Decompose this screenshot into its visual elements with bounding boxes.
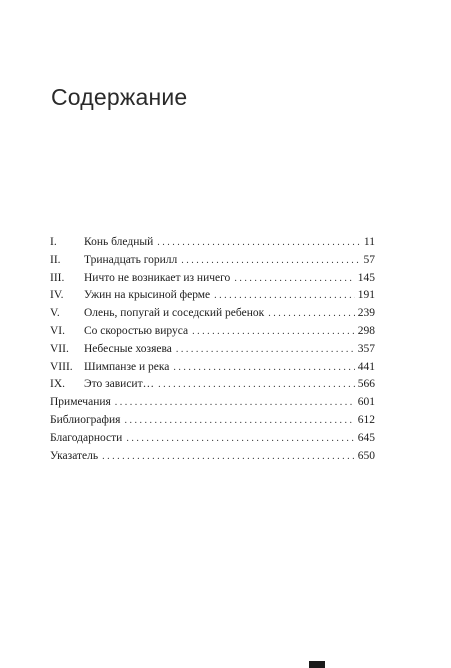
chapter-number: VII. (50, 342, 69, 355)
chapter-number: VIII. (50, 360, 73, 373)
toc-entry (50, 252, 375, 270)
chapter-title: Небесные хозяева (84, 342, 172, 355)
chapter-number: II. (50, 253, 61, 266)
page-number: 612 (357, 413, 375, 426)
page-edge-mark (309, 661, 325, 668)
chapter-number: IX. (50, 378, 66, 391)
dot-leader (124, 412, 354, 430)
page-number: 145 (357, 271, 375, 284)
dot-leader (181, 252, 360, 270)
page-title: Содержание (51, 84, 188, 110)
page-number: 11 (363, 236, 375, 248)
dot-leader (173, 359, 354, 377)
chapter-number: V. (50, 307, 60, 320)
page-number: 645 (357, 431, 375, 444)
toc-entry (50, 376, 375, 394)
page-number: 298 (357, 324, 375, 337)
page-number: 191 (357, 289, 375, 302)
page-number: 601 (357, 396, 375, 409)
chapter-number: III. (50, 271, 65, 284)
dot-leader (176, 341, 355, 359)
chapter-number: I. (50, 236, 57, 248)
toc-entry (50, 341, 375, 359)
page-number: 357 (357, 342, 375, 355)
chapter-title: Ужин на крысиной ферме (84, 289, 211, 302)
section-title: Указатель (50, 449, 99, 462)
table-of-contents (50, 234, 375, 465)
dot-leader (157, 234, 361, 252)
dot-leader (268, 305, 355, 323)
chapter-title: Шимпанзе и река (84, 360, 170, 373)
chapter-title: Ничто не возникает из ничего (84, 271, 231, 284)
toc-entry (50, 305, 375, 323)
dot-leader (214, 287, 355, 305)
page-number: 441 (357, 360, 375, 373)
section-title: Благодарности (50, 431, 123, 444)
toc-entry (50, 323, 375, 341)
toc-entry-notes (50, 394, 375, 412)
chapter-title: Со скоростью вируса (84, 324, 189, 337)
toc-entry-bibliography (50, 412, 375, 430)
section-title: Библиография (50, 413, 121, 426)
dot-leader (115, 394, 355, 412)
page-number: 239 (357, 307, 375, 320)
chapter-number: VI. (50, 324, 66, 337)
dot-leader (158, 376, 355, 394)
page-number: 566 (357, 378, 375, 391)
toc-entry (50, 234, 375, 252)
toc-entry (50, 287, 375, 305)
toc-entry (50, 270, 375, 288)
chapter-title: Олень, попугай и соседский ребенок (84, 307, 265, 320)
page-number: 650 (357, 449, 375, 462)
chapter-title: Это зависит… (84, 378, 155, 391)
toc-entry-index (50, 448, 375, 466)
dot-leader (192, 323, 355, 341)
section-title: Примечания (50, 396, 111, 409)
toc-entry-acknowledgements (50, 430, 375, 448)
chapter-number: IV. (50, 289, 64, 302)
page-number: 57 (363, 253, 375, 266)
chapter-title: Конь бледный (84, 236, 154, 248)
toc-entry (50, 359, 375, 377)
chapter-title: Тринадцать горилл (84, 253, 178, 266)
dot-leader (234, 270, 354, 288)
dot-leader (102, 448, 355, 466)
dot-leader (126, 430, 354, 448)
